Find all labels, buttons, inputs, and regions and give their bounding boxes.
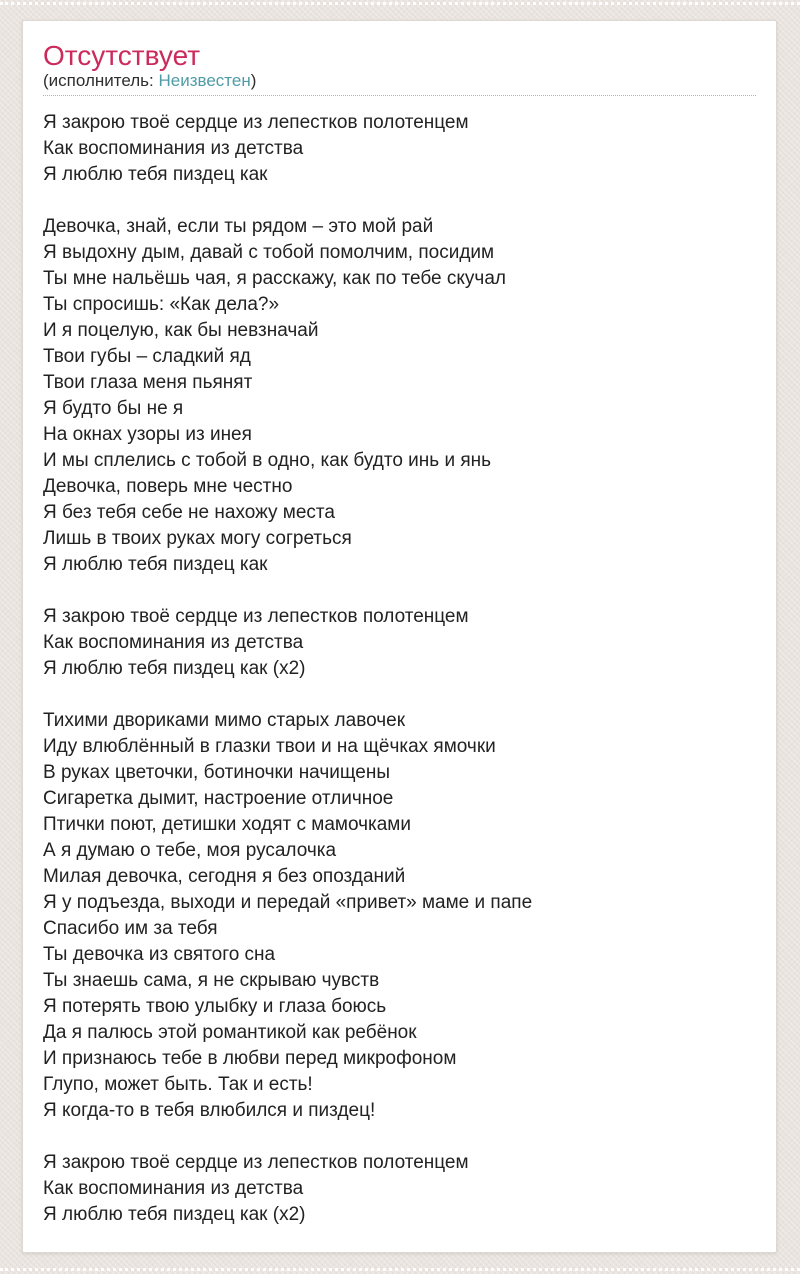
lyric-line: Я закрою твоё сердце из лепестков полотенцем [43,606,469,627]
lyric-line: Иду влюблённый в глазки твои и на щёчках ямочки [43,736,496,757]
lyric-line: На окнах узоры из инея [43,424,252,445]
lyric-line: Я закрою твоё сердце из лепестков полотенцем [43,1152,469,1173]
artist-prefix: (исполнитель: [43,71,159,90]
lyric-line: Я без тебя себе не нахожу места [43,502,335,523]
stanza [43,708,756,1124]
stanza [43,110,756,188]
lyric-line: Ты мне нальёшь чая, я расскажу, как по тебе скучал [43,268,506,289]
lyric-line: Я потерять твою улыбку и глаза боюсь [43,996,387,1017]
lyric-line: В руках цветочки, ботиночки начищены [43,762,390,783]
lyric-line: Тихими двориками мимо старых лавочек [43,710,406,731]
lyric-line: Как воспоминания из детства [43,1178,304,1199]
lyric-line: А я думаю о тебе, моя русалочка [43,840,337,861]
lyric-line: И признаюсь тебе в любви перед микрофоном [43,1048,457,1069]
lyric-line: Как воспоминания из детства [43,632,304,653]
lyrics-card [22,20,777,1253]
lyric-line: Ты спросишь: «Как дела?» [43,294,280,315]
lyric-line: Птички поют, детишки ходят с мамочками [43,814,411,835]
artist-link[interactable]: Неизвестен [158,71,251,90]
lyric-line: Да я палюсь этой романтикой как ребёнок [43,1022,417,1043]
artist-suffix: ) [250,71,257,90]
lyric-line: Я у подъезда, выходи и передай «привет» маме и папе [43,892,533,913]
lyric-line: Сигаретка дымит, настроение отличное [43,788,394,809]
top-dotted-border [0,2,800,5]
lyric-line: Ты знаешь сама, я не скрываю чувств [43,970,380,991]
lyric-line: Твои губы – сладкий яд [43,346,251,367]
lyric-line: Я закрою твоё сердце из лепестков полотенцем [43,112,469,133]
lyric-line: Я люблю тебя пиздец как [43,164,268,185]
stanza [43,214,756,578]
lyric-line: Спасибо им за тебя [43,918,218,939]
lyric-line: Как воспоминания из детства [43,138,304,159]
page-title: Отсутствует [43,40,201,71]
lyric-line: Милая девочка, сегодня я без опозданий [43,866,406,887]
lyric-line: Ты девочка из святого сна [43,944,276,965]
lyric-line: Я будто бы не я [43,398,184,419]
artist-line [43,71,756,91]
lyric-line: Я люблю тебя пиздец как (х2) [43,1204,306,1225]
lyric-line: И мы сплелись с тобой в одно, как будто инь и янь [43,450,492,471]
lyric-line: Я когда-то в тебя влюбился и пиздец! [43,1100,376,1121]
lyric-line: Девочка, поверь мне честно [43,476,293,497]
lyric-line: И я поцелую, как бы невзначай [43,320,319,341]
lyric-line: Твои глаза меня пьянят [43,372,253,393]
lyric-line: Я люблю тебя пиздец как (х2) [43,658,306,679]
bottom-dotted-border [0,1268,800,1271]
song-header [43,41,756,96]
lyric-line: Я люблю тебя пиздец как [43,554,268,575]
lyric-line: Я выдохну дым, давай с тобой помолчим, посидим [43,242,495,263]
lyric-line: Лишь в твоих руках могу согреться [43,528,352,549]
lyrics [43,110,756,1228]
stanza [43,1150,756,1228]
stanza [43,604,756,682]
lyric-line: Глупо, может быть. Так и есть! [43,1074,313,1095]
lyric-line: Девочка, знай, если ты рядом – это мой рай [43,216,434,237]
